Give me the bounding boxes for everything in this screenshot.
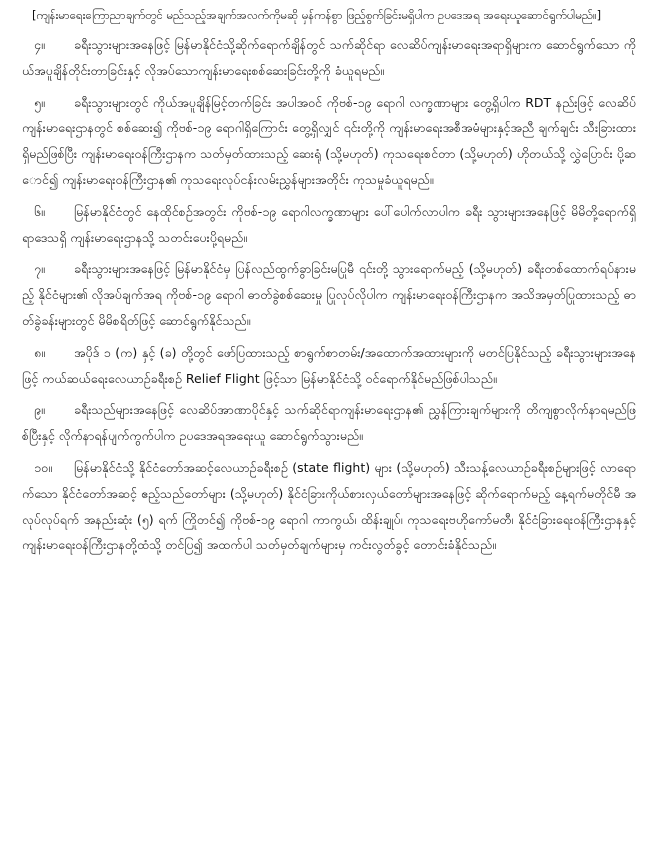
paragraph-5 xyxy=(22,90,636,193)
paragraph-10 xyxy=(22,455,636,558)
paragraph-text: မြန်မာနိုင်ငံတွင် နေထိုင်စဉ်အတွင်း ကိုဗစ်-၁၉ ရောဂါလက္ခဏာများ ပေါ်ပေါက်လာပါက ခရီး သွားများအနေဖြင့် မိမိတို့ရောက်ရှိရာဒေသရှိ ကျန်းမာရေးဌာနသို့ သတင်းပေးပို့ရမည်။ xyxy=(22,203,636,245)
paragraph-8 xyxy=(22,340,636,392)
paragraph-9 xyxy=(22,397,636,449)
paragraph-text: ခရီးသွားများအနေဖြင့် မြန်မာနိုင်ငံမှ ပြန်လည်ထွက်ခွာခြင်းမပြုမီ ၎င်းတို့ သွားရောက်မည့် (သို့မဟုတ်) ခရီးတစ်ထောက်ရပ်နားမည့် နိုင်ငံများ၏ လိုအပ်ချက်အရ ကိုဗစ်-၁၉ ရောဂါ ဓာတ်ခွဲစစ်ဆေးမှု ပြုလုပ်လိုပါက ကျန်းမာရေးဝန်ကြီးဌာနက အသိအမှတ်ပြုထားသည့် ဓာတ်ခွဲခန်းများတွင် မိမိစရိတ်ဖြင့် ဆောင်ရွက်နိုင်သည်။ xyxy=(22,261,636,328)
paragraph-number: ၅။ xyxy=(34,94,45,110)
paragraph-4 xyxy=(22,32,636,84)
paragraph-7 xyxy=(22,256,636,333)
paragraph-number: ၈။ xyxy=(34,344,45,360)
paragraph-number: ၉။ xyxy=(34,402,45,418)
paragraph-text: ခရီးသွားများအနေဖြင့် မြန်မာနိုင်ငံသို့ဆိုက်ရောက်ချိန်တွင် သက်ဆိုင်ရာ လေဆိပ်ကျန်းမာရေးအရာရှိများက ဆောင်ရွက်သော ကိုယ်အပူချိန်တိုင်းတာခြင်းနှင့် လိုအပ်သောကျန်းမာရေးစစ်ဆေးခြင်းတို့ကို ခံယူရမည်။ xyxy=(22,37,636,78)
declaration-note: [ကျန်းမာရေးကြောညာချက်တွင် မည်သည့်အချက်အလက်ကိုမဆို မှန်ကန်စွာ ဖြည့်စွက်ခြင်းမရှိပါက ဥပဒေအရ အရေးယူဆောင်ရွက်ပါမည်။] xyxy=(32,8,602,22)
paragraph-number: ၁၀။ xyxy=(34,459,52,475)
paragraph-number: ၄။ xyxy=(34,37,45,52)
paragraph-6 xyxy=(22,199,636,251)
paragraph-text: မြန်မာနိုင်ငံသို့ နိုင်ငံတော်အဆင့်လေယာဉ်ခရီးစဉ် (state flight) များ (သို့မဟုတ်) သီးသန့်လေယာဉ်ခရီးစဉ်များဖြင့် လာရောက်သော နိုင်ငံတော်အဆင့် ဧည့်သည်တော်များ (သို့မဟုတ်) နိုင်ငံခြားကိုယ်စားလှယ်တော်များအနေဖြင့် ဆိုက်ရောက်မည့် နေ့ရက်မတိုင်မီ အလုပ်လုပ်ရက် အနည်းဆုံး (၅) ရက် ကြိုတင်၍ ကိုဗစ်-၁၉ ရောဂါ ကာကွယ်၊ ထိန်းချုပ်၊ ကုသရေးဗဟိုကော်မတီ၊ နိုင်ငံခြားရေးဝန်ကြီးဌာနနှင့် ကျန်းမာရေးဝန်ကြီးဌာနတို့ထံသို့ တင်ပြ၍ အထက်ပါ သတ်မှတ်ချက်များမှ ကင်းလွတ်ခွင့် တောင်းခံနိုင်သည်။ xyxy=(22,459,636,553)
paragraph-number: ၇။ xyxy=(34,261,45,277)
paragraph-text: ခရီးသည်များအနေဖြင့် လေဆိပ်အာဏာပိုင်နှင့် သက်ဆိုင်ရာကျန်းမာရေးဌာန၏ ညွှန်ကြားချက်များကို တိကျစွာလိုက်နာရမည်ဖြစ်ပြီးနှင့် လိုက်နာရန်ပျက်ကွက်ပါက ဥပဒေအရအရေးယူ ဆောင်ရွက်သွားမည်။ xyxy=(22,402,636,444)
paragraph-text: ခရီးသွားများတွင် ကိုယ်အပူချိန်မြင့်တက်ခြင်း အပါအဝင် ကိုဗစ်-၁၉ ရောဂါ လက္ခဏာများ တွေ့ရှိပါက RDT နည်းဖြင့် လေဆိပ်ကျန်းမာရေးဌာနတွင် စစ်ဆေး၍ ကိုဗစ်-၁၉ ရောဂါရှိကြောင်း တွေ့ရှိလျှင် ၎င်းတို့ကို ကျန်းမာရေးအစီအမံများနှင့်အညီ ချက်ချင်း သီးခြားထားရှိမည်ဖြစ်ပြီး ကျန်းမာရေးဝန်ကြီးဌာနက သတ်မှတ်ထားသည့် ဆေးရုံ (သို့မဟုတ်) ကုသရေးစင်တာ (သို့မဟုတ်) ဟိုတယ်သို့ လွှဲပြောင်း ပို့ဆောင်၍ ကျန်းမာရေးဝန်ကြီးဌာန၏ ကုသရေးလုပ်ငန်းလမ်းညွှန်များအတိုင်း ကုသမှုခံယူရမည်။ xyxy=(22,94,636,187)
paragraph-number: ၆။ xyxy=(34,203,45,219)
paragraph-text: အပိုဒ် ၁ (က) နှင့် (ခ) တို့တွင် ဖော်ပြထားသည့် စာရွက်စာတမ်း/အထောက်အထားများကို မတင်ပြနိုင်သည့် ခရီးသွားများအနေဖြင့် ကယ်ဆယ်ရေးလေယာဉ်ခရီးစဉ် Relief Flight ဖြင့်သာ မြန်မာနိုင်ငံသို့ ဝင်ရောက်နိုင်မည်ဖြစ်ပါသည်။ xyxy=(22,344,636,386)
